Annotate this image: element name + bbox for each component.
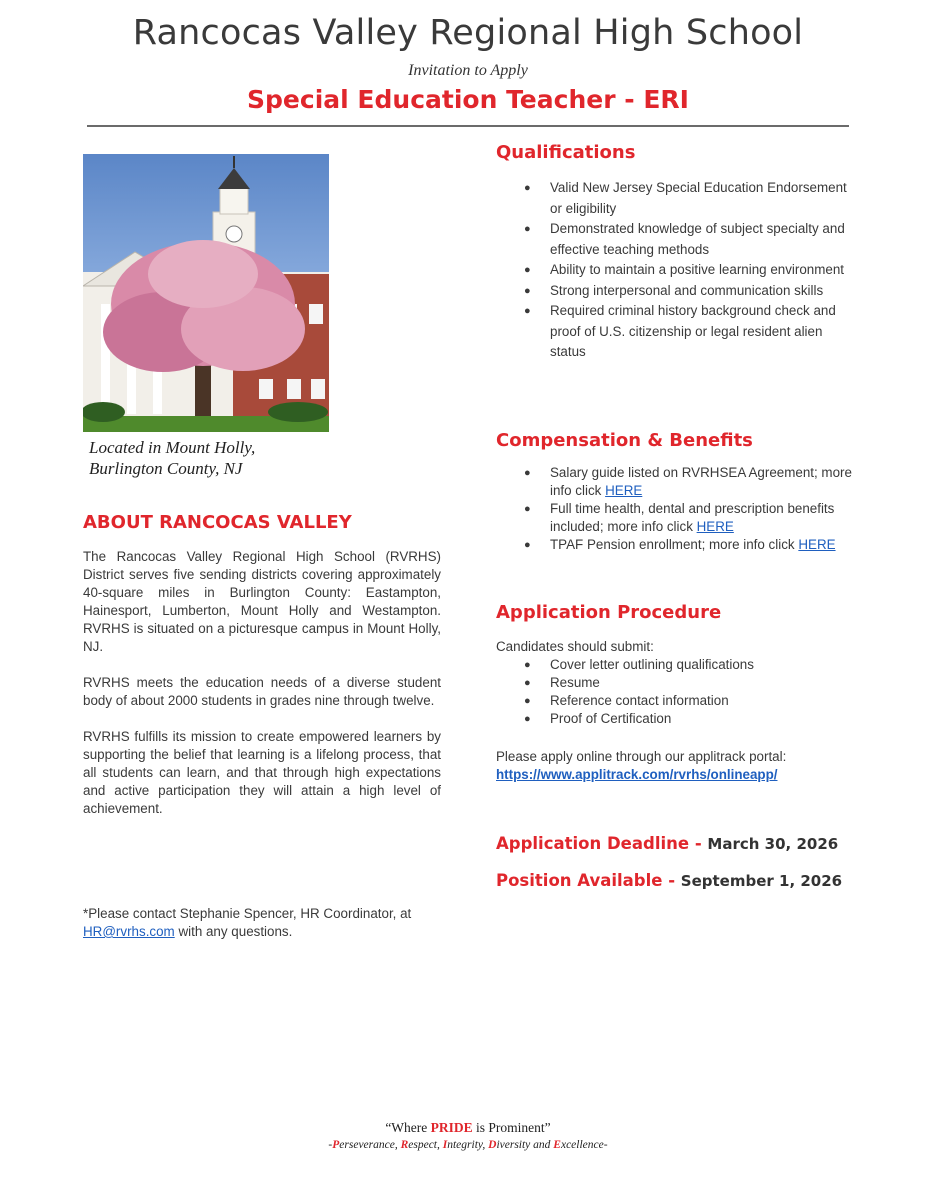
- procedure-intro: Candidates should submit:: [496, 639, 654, 654]
- job-title: Special Education Teacher - ERI: [247, 85, 689, 114]
- hr-email-link[interactable]: HR@rvrhs.com: [83, 924, 175, 939]
- core-values: [0, 1137, 936, 1153]
- availability-row: [496, 871, 856, 890]
- value-rest: espect,: [408, 1139, 443, 1151]
- about-paragraph: RVRHS meets the education needs of a diverse student body of about 2000 students in grades nine through twelve.: [83, 675, 441, 708]
- motto: [0, 1119, 936, 1137]
- about-section: [83, 548, 441, 836]
- about-paragraph: RVRHS fulfills its mission to create empowered learners by supporting the belief that learning is a lifelong process, that all students can learn, and that through high expectations and active participation they will attain a high level of achievement.: [83, 729, 441, 816]
- school-name: Rancocas Valley Regional High School: [132, 13, 804, 53]
- compensation-item: [496, 464, 856, 500]
- qualification-text: Strong interpersonal and communication skills: [550, 282, 824, 298]
- bullet-icon: ●: [524, 182, 531, 194]
- health-benefits-link[interactable]: HERE: [696, 519, 734, 534]
- procedure-text: Proof of Certification: [550, 711, 672, 726]
- qualifications-list: [496, 178, 856, 363]
- deadline-row: [496, 834, 856, 853]
- photo-caption-line-1: Located in Mount Holly,: [89, 438, 256, 457]
- value-initial: I: [442, 1139, 448, 1151]
- compensation-list: [496, 464, 856, 554]
- left-column: [83, 154, 441, 479]
- qualifications-section: [496, 141, 856, 363]
- bullet-icon: ●: [524, 539, 531, 551]
- procedure-list: [496, 656, 856, 728]
- bullet-icon: ●: [524, 659, 531, 671]
- bullet-icon: ●: [524, 223, 531, 235]
- qualification-item: [496, 260, 856, 281]
- photo-caption-line-2: Burlington County, NJ: [89, 459, 243, 478]
- procedure-text: Resume: [550, 675, 600, 690]
- value-initial: E: [553, 1139, 561, 1151]
- qualification-item: [496, 281, 856, 302]
- bullet-icon: ●: [524, 264, 531, 276]
- procedure-item: [496, 674, 856, 692]
- procedure-section: [496, 601, 856, 784]
- deadline-value: March 30, 2026: [707, 835, 839, 853]
- salary-guide-link[interactable]: HERE: [605, 483, 643, 498]
- invitation-subtitle: Invitation to Apply: [408, 62, 528, 79]
- bullet-icon: ●: [524, 284, 531, 297]
- about-paragraph: The Rancocas Valley Regional High School (RVRHS) District serves five sending districts covering approximately 40-square miles in Burlington County: Eastampton, Hainesport, Lumberton, Mount Holly and Westampton. RVRHS is situated on a picturesque campus in Mount Holly, NJ.: [83, 549, 441, 654]
- deadline-label: Application Deadline -: [496, 834, 702, 853]
- motto-close: is Prominent”: [476, 1120, 551, 1135]
- compensation-section: [496, 429, 856, 554]
- compensation-item: [496, 500, 856, 536]
- apply-instructions: Please apply online through our applitrack portal:: [496, 749, 787, 764]
- procedure-item: [496, 710, 856, 728]
- value-lead: -: [328, 1139, 333, 1151]
- pension-link[interactable]: HERE: [798, 537, 836, 552]
- value-rest: iversity and: [496, 1139, 554, 1151]
- qualification-item: [496, 178, 856, 219]
- procedure-text: Cover letter outlining qualifications: [550, 657, 754, 672]
- compensation-text: Salary guide listed on RVRHSEA Agreement; more info click: [550, 465, 852, 498]
- header-divider: [87, 125, 849, 127]
- qualification-item: [496, 301, 856, 363]
- compensation-text: TPAF Pension enrollment; more info click: [550, 537, 795, 552]
- value-initial: D: [488, 1139, 497, 1151]
- photo-caption: [89, 437, 441, 479]
- availability-label: Position Available -: [496, 871, 676, 890]
- qualification-text: Demonstrated knowledge of subject specialty and effective teaching methods: [550, 221, 845, 257]
- contact-note: [83, 905, 443, 941]
- qualification-text: Valid New Jersey Special Education Endorsement or eligibility: [550, 180, 847, 216]
- value-rest: ntegrity,: [447, 1139, 489, 1151]
- procedure-item: [496, 656, 856, 674]
- motto-pride: PRIDE: [430, 1120, 473, 1135]
- value-rest: xcellence-: [560, 1139, 608, 1151]
- bullet-icon: ●: [524, 503, 531, 515]
- bullet-icon: ●: [524, 305, 531, 317]
- bullet-icon: ●: [524, 713, 531, 725]
- procedure-text: Reference contact information: [550, 693, 729, 708]
- procedure-heading: Application Procedure: [496, 602, 722, 623]
- compensation-item: [496, 536, 856, 554]
- availability-value: September 1, 2026: [680, 872, 843, 890]
- bullet-icon: ●: [524, 695, 531, 707]
- value-initial: P: [332, 1139, 340, 1151]
- value-rest: erseverance,: [339, 1139, 401, 1151]
- motto-open: “Where: [385, 1120, 428, 1135]
- qualification-text: Required criminal history background check and proof of U.S. citizenship or legal resident alien status: [550, 303, 836, 359]
- contact-prefix: *Please contact Stephanie Spencer, HR Coordinator, at: [83, 906, 412, 921]
- bullet-icon: ●: [524, 467, 531, 479]
- qualification-item: [496, 219, 856, 260]
- procedure-item: [496, 692, 856, 710]
- applitrack-link[interactable]: https://www.applitrack.com/rvrhs/onlineapp/: [496, 767, 778, 782]
- bullet-icon: ●: [524, 677, 531, 689]
- compensation-text: Full time health, dental and prescription benefits included; more info click: [550, 501, 835, 534]
- page-header: [0, 10, 936, 116]
- campus-photo-illustration: [83, 154, 329, 432]
- campus-photo: [83, 154, 329, 432]
- qualifications-heading: Qualifications: [496, 142, 636, 163]
- contact-suffix: with any questions.: [178, 924, 293, 939]
- compensation-heading: Compensation & Benefits: [496, 430, 753, 451]
- footer: [0, 1119, 936, 1153]
- qualification-text: Ability to maintain a positive learning environment: [550, 262, 845, 277]
- value-initial: R: [400, 1139, 409, 1151]
- about-heading: ABOUT RANCOCAS VALLEY: [83, 512, 352, 533]
